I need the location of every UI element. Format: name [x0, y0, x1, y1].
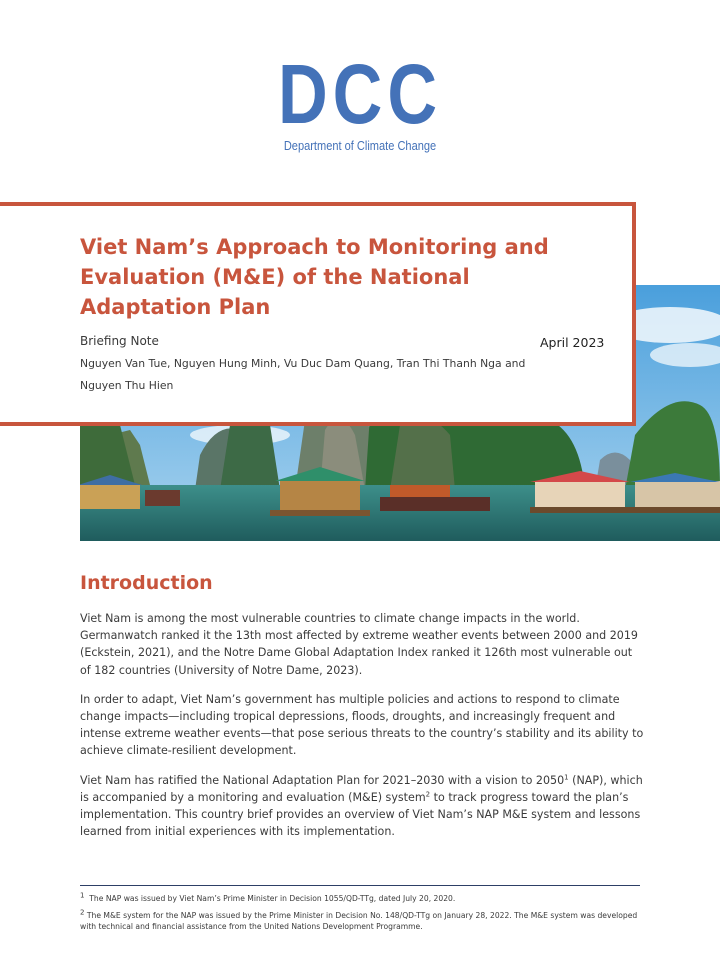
- footnote-mark: 1: [80, 891, 85, 900]
- section-heading-introduction: Introduction: [80, 572, 213, 594]
- paragraph-3-part-c: to track progress toward the plan’s implementation. This country brief provides an overview of Viet Nam’s NAP M&E system and lessons learned from initial experiences with its implementation.: [80, 790, 641, 839]
- footnote-text: The NAP was issued by Viet Nam’s Prime Minister in Decision 1055/QD-TTg, dated July 20, 2020.: [89, 894, 456, 903]
- dcc-logo: [0, 47, 720, 153]
- authors: Nguyen Van Tue, Nguyen Hung Minh, Vu Duc Dam Quang, Tran Thi Thanh Nga and Nguyen Thu Hien: [80, 357, 526, 392]
- logo-mark: DCC: [278, 47, 442, 141]
- introduction-body: [80, 610, 645, 852]
- document-type: Briefing Note: [80, 334, 159, 348]
- footnote-text: The M&E system for the NAP was issued by the Prime Minister in Decision No. 148/QD-TTg on January 28, 2022. The M&E system was developed with technical and financial assistance from the United Nations Development Programme.: [80, 910, 638, 931]
- paragraph-3: [80, 772, 645, 841]
- footnote-divider: [80, 885, 640, 886]
- paragraph-3-part-b: (NAP), which is accompanied by a monitoring and evaluation (M&E) system: [80, 773, 643, 804]
- footnote-mark: 2: [80, 907, 85, 916]
- logo-subtitle: Department of Climate Change: [283, 138, 437, 153]
- publication-date: April 2023: [540, 335, 605, 350]
- footnote-ref-1[interactable]: 1: [564, 772, 569, 781]
- document-title: Viet Nam’s Approach to Monitoring and Evaluation (M&E) of the National Adaptation Plan: [80, 235, 549, 319]
- footnote-ref-2[interactable]: 2: [425, 790, 431, 799]
- paragraph-2: In order to adapt, Viet Nam’s government has multiple policies and actions to respond to climate change impacts—including tropical depressions, floods, droughts, and increasingly frequent and intense extreme weather events—that pose serious threats to the country’s stability and its ability to achieve climate-resilient development.: [80, 692, 644, 758]
- footnotes: [80, 893, 640, 938]
- paragraph-3-part-a: Viet Nam has ratified the National Adaptation Plan for 2021–2030 with a vision to 2050: [80, 773, 565, 787]
- footnote-1: [80, 893, 640, 905]
- footnote-2: [80, 907, 640, 933]
- paragraph-1: Viet Nam is among the most vulnerable countries to climate change impacts in the world. Germanwatch ranked it the 13th most affected by extreme weather events between 2000 and 2019 (Eckstein, 2021), and the Notre Dame Global Adaptation Index ranked it 126th most vulnerable out of 182 countries (University of Notre Dame, 2023).: [80, 612, 638, 677]
